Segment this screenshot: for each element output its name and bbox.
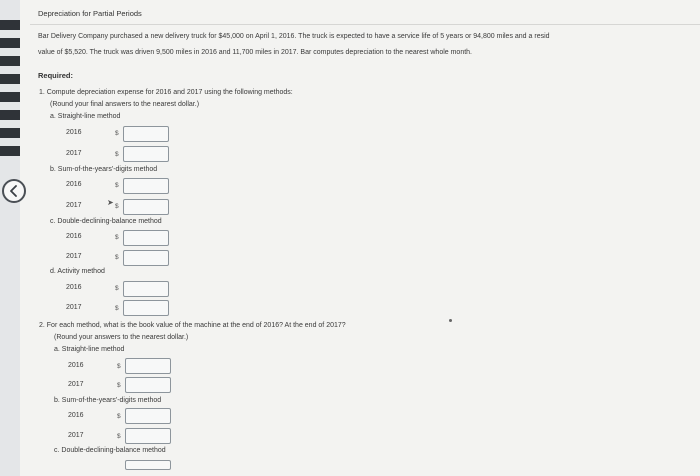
q2-method-b-label: b. Sum-of-the-years'-digits method <box>54 397 162 404</box>
year-label: 2016 <box>68 412 84 419</box>
q2b-2016-answer-input[interactable] <box>125 408 171 424</box>
q1a-2016-answer-input[interactable] <box>123 126 169 142</box>
problem-text-line-1: Bar Delivery Company purchased a new delivery truck for $45,000 on April 1, 2016. The truck is expected to have a service life of 5 years or 94,800 miles and a resid <box>38 33 550 40</box>
year-label: 2017 <box>66 304 82 311</box>
currency-symbol: $ <box>117 413 121 420</box>
question-2-note: (Round your answers to the nearest dollar.) <box>54 334 189 341</box>
nav-marker[interactable] <box>0 128 20 138</box>
q2-method-a-label: a. Straight-line method <box>54 346 125 353</box>
q1b-2016-answer-input[interactable] <box>123 178 169 194</box>
currency-symbol: $ <box>115 151 119 158</box>
nav-marker[interactable] <box>0 56 20 66</box>
chevron-left-icon <box>9 185 19 197</box>
year-label: 2017 <box>66 202 82 209</box>
q1c-2017-answer-input[interactable] <box>123 250 169 266</box>
question-2-prompt: 2. For each method, what is the book value of the machine at the end of 2016? At the end of 2017? <box>39 322 346 329</box>
year-label: 2016 <box>66 181 82 188</box>
nav-marker[interactable] <box>0 110 20 120</box>
q1a-2017-answer-input[interactable] <box>123 146 169 162</box>
currency-symbol: $ <box>115 130 119 137</box>
q1c-2016-answer-input[interactable] <box>123 230 169 246</box>
year-label: 2016 <box>68 362 84 369</box>
currency-symbol: $ <box>117 382 121 389</box>
currency-symbol: $ <box>115 234 119 241</box>
left-navigation-strip <box>0 0 20 476</box>
year-label: 2017 <box>68 432 84 439</box>
question-1-prompt: 1. Compute depreciation expense for 2016 and 2017 using the following methods: <box>39 89 293 96</box>
year-label: 2016 <box>66 284 82 291</box>
currency-symbol: $ <box>117 433 121 440</box>
page-title: Depreciation for Partial Periods <box>38 9 142 18</box>
nav-marker[interactable] <box>0 146 20 156</box>
currency-symbol: $ <box>115 254 119 261</box>
q2c-2016-answer-input[interactable] <box>125 460 171 470</box>
q1-method-b-label: b. Sum-of-the-years'-digits method <box>50 166 158 173</box>
nav-marker[interactable] <box>0 20 20 30</box>
year-label: 2016 <box>66 233 82 240</box>
q1d-2016-answer-input[interactable] <box>123 281 169 297</box>
q1b-2017-answer-input[interactable] <box>123 199 169 215</box>
q1d-2017-answer-input[interactable] <box>123 300 169 316</box>
nav-marker[interactable] <box>0 92 20 102</box>
q1-method-d-label: d. Activity method <box>50 268 105 275</box>
year-label: 2016 <box>66 129 82 136</box>
year-label: 2017 <box>66 253 82 260</box>
q2-method-c-label: c. Double-declining-balance method <box>54 447 166 454</box>
year-label: 2017 <box>66 150 82 157</box>
currency-symbol: $ <box>115 305 119 312</box>
q2b-2017-answer-input[interactable] <box>125 428 171 444</box>
q2a-2017-answer-input[interactable] <box>125 377 171 393</box>
q1-method-a-label: a. Straight-line method <box>50 113 121 120</box>
q2a-2016-answer-input[interactable] <box>125 358 171 374</box>
required-heading: Required: <box>38 71 74 80</box>
currency-symbol: $ <box>115 285 119 292</box>
mouse-cursor-icon: ➤ <box>107 198 114 207</box>
question-1-note: (Round your final answers to the nearest dollar.) <box>50 101 200 108</box>
currency-symbol: $ <box>115 203 119 210</box>
bullet-dot <box>449 319 452 322</box>
currency-symbol: $ <box>117 363 121 370</box>
nav-marker[interactable] <box>0 38 20 48</box>
title-divider <box>30 24 700 25</box>
currency-symbol: $ <box>115 182 119 189</box>
problem-text-line-2: value of $5,520. The truck was driven 9,500 miles in 2016 and 11,700 miles in 2017. Bar computes depreciation to the nearest whole month. <box>38 49 473 56</box>
back-button[interactable] <box>2 179 26 203</box>
year-label: 2017 <box>68 381 84 388</box>
q1-method-c-label: c. Double-declining-balance method <box>50 218 162 225</box>
nav-marker[interactable] <box>0 74 20 84</box>
